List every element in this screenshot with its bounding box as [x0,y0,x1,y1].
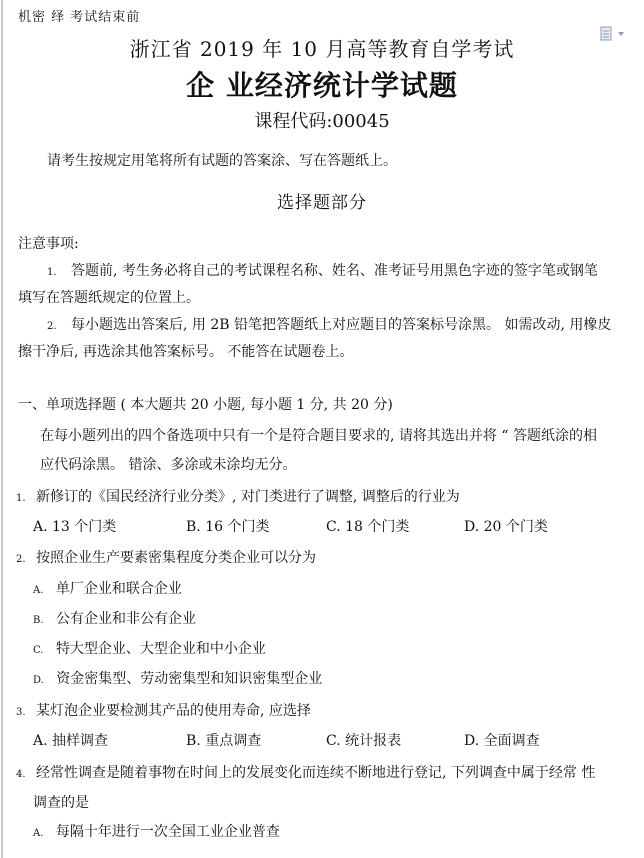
course-code: 课程代码:00045 [254,111,390,132]
option-text: 资金密集型、劳动密集型和知识密集型企业 [56,671,323,687]
part1-heading: 一、单项选择题 ( 本大题共 20 小题, 每小题 1 分, 共 20 分) [18,397,393,413]
option-letter: A. [33,585,44,596]
note-item-2 [47,314,611,334]
question-text: 新修订的《国民经济行业分类》, 对门类进行了调整, 调整后的行业为 [36,489,460,505]
part1-instruction-cont: 应代码涂黑。 错涂、多涂或未涂均无分。 [40,457,297,473]
option-text: 公有企业和非公有企业 [55,611,196,627]
note-number: 1. [47,267,57,278]
confidential-mark: 机密 绎 考试结束前 [18,10,141,25]
option-text: 特大型企业、大型企业和中小企业 [55,641,266,657]
option-letter: B. [33,615,44,626]
option-b: B. 重点调查 [186,733,262,749]
option-c: C. 统计报表 [326,733,402,749]
exam-title: 浙江省 2019 年 10 月高等教育自学考试 [129,37,515,61]
option-a: A. 13 个门类 [33,519,117,535]
option-d: D. 20 个门类 [464,519,548,535]
paper-title: 企 业经济统计学试题 [186,69,458,102]
note-text: 答题前, 考生务必将自己的考试课程名称、姓名、准考证号用黑色字迹的签字笔或钢笔 [71,263,598,279]
question-number: 1. [16,493,26,504]
option-letter: D. [33,675,44,686]
option-letter: A. [33,828,44,839]
option-c: C. 18 个门类 [326,519,410,535]
option-b: B. 16 个门类 [186,519,270,535]
question-4-cont: 调查的是 [33,795,89,811]
option-c [33,638,266,658]
question-4 [16,762,595,782]
section-title: 选择题部分 [277,193,367,213]
notes-heading: 注意事项: [18,236,79,252]
option-a: A. 抽样调查 [33,733,109,749]
option-letter: C. [33,645,44,656]
option-text: 每隔十年进行一次全国工业企业普查 [55,824,280,840]
note-item-2-cont: 擦干净后, 再选涂其他答案标号。 不能答在试题卷上。 [18,344,354,360]
option-d: D. 全面调查 [464,733,540,749]
question-number: 2. [16,554,26,565]
option-a [33,578,182,598]
question-text: 经常性调查是随着事物在时间上的发展变化而连续不断地进行登记, 下列调查中属于经常 性 [36,765,596,781]
note-number: 2. [47,321,57,332]
option-b [33,608,196,628]
question-number: 3. [16,707,26,718]
option-a [33,821,280,841]
note-text: 每小题选出答案后, 用 2B 铅笔把答题纸上对应题目的答案标号涂黑。 如需改动, 用橡皮 [71,317,612,333]
question-text: 按照企业生产要素密集程度分类企业可以分为 [36,550,316,566]
question-3 [16,700,311,720]
part1-instruction: 在每小题列出的四个备选项中只有一个是符合题目要求的, 请将其选出并将 “ 答题纸涂的相 [40,428,597,444]
option-d [33,668,322,688]
question-text: 某灯泡企业要检测其产品的使用寿命, 应选择 [36,703,311,719]
note-item-1-cont: 填写在答题纸规定的位置上。 [18,290,200,306]
intro-text: 请考生按规定用笔将所有试题的答案涂、写在答题纸上。 [47,153,397,169]
question-number: 4. [16,769,26,780]
question-1 [16,486,460,506]
question-2 [16,547,316,567]
option-text: 单厂企业和联合企业 [55,581,182,597]
note-item-1 [47,260,598,280]
